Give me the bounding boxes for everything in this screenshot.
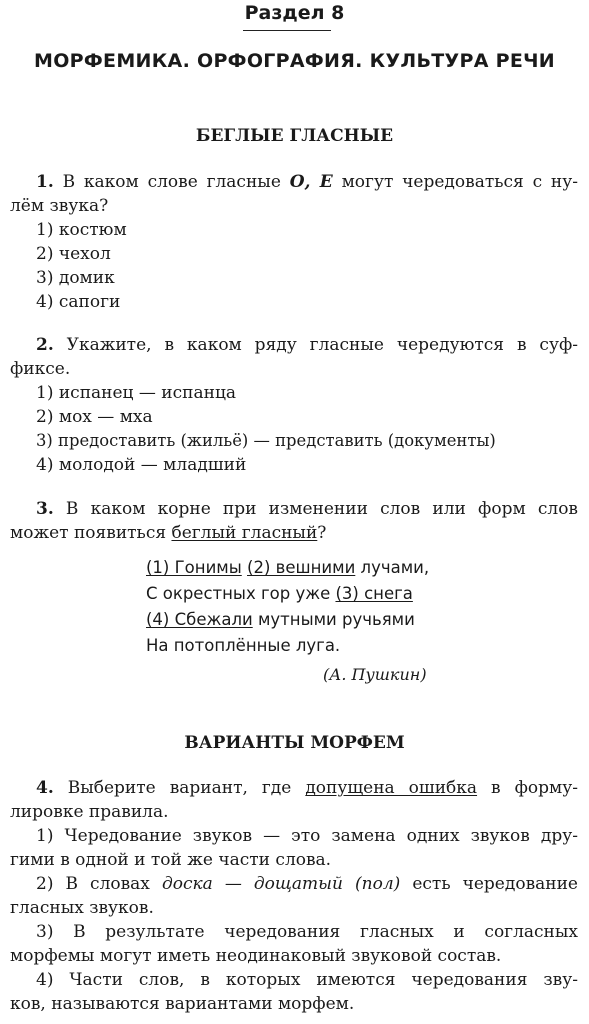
answer-option-3-cont: морфемы могут иметь неодинаковый звуковой состав. <box>10 946 502 966</box>
answer-option: 4) молодой — младший <box>36 455 247 475</box>
question-1-text-cont: лём звука? <box>10 196 109 216</box>
answer-option: 3) домик <box>36 268 115 288</box>
question-4 <box>10 776 578 1016</box>
question-2-text-cont: фиксе. <box>10 359 71 379</box>
answer-option-4: 4) Части слов, в которых имеются чередования зву- <box>36 970 578 990</box>
poem-line: На потоплённые луга. <box>146 636 341 655</box>
section-label: Раздел 8 <box>244 2 345 24</box>
chapter-title: МОРФЕМИКА. ОРФОГРАФИЯ. КУЛЬТУРА РЕЧИ <box>34 50 555 72</box>
poem-excerpt <box>146 555 466 659</box>
question-1-text: 1. В каком слове гласные О, Е могут чередоваться с ну- <box>36 172 578 192</box>
question-4-text-cont: лировке правила. <box>10 802 169 822</box>
answer-option-4-cont: ков, называются вариантами морфем. <box>10 994 355 1014</box>
poem-line: (1) Гонимы (2) вешними лучами, <box>146 558 430 577</box>
question-2 <box>10 333 578 477</box>
topic-title-varianty: ВАРИАНТЫ МОРФЕМ <box>184 733 405 753</box>
topic-title-beglye: БЕГЛЫЕ ГЛАСНЫЕ <box>195 126 394 146</box>
answer-option: 1) испанец — испанца <box>36 383 237 403</box>
answer-option-1: 1) Чередование звуков — это замена одних звуков дру- <box>36 826 578 846</box>
question-2-text: 2. Укажите, в каком ряду гласные чередуются в суф- <box>36 335 578 355</box>
question-3-text-cont: может появиться беглый гласный? <box>10 523 327 543</box>
question-1 <box>10 170 578 314</box>
section-divider <box>243 30 331 31</box>
answer-option: 1) костюм <box>36 220 127 240</box>
answer-option: 2) мох — мха <box>36 407 153 427</box>
poem-line: (4) Сбежали мутными ручьями <box>146 610 415 629</box>
question-3 <box>10 497 578 545</box>
question-3-text: 3. В каком корне при изменении слов или форм слов <box>36 499 578 519</box>
answer-option: 3) предоставить (жильё) — представить (документы) <box>36 431 496 450</box>
answer-option-2-cont: гласных звуков. <box>10 898 154 918</box>
answer-option-2: 2) В словах доска — дощатый (пол) есть чередование <box>36 874 578 894</box>
answer-option: 4) сапоги <box>36 292 121 312</box>
question-4-text: 4. Выберите вариант, где допущена ошибка в форму- <box>36 778 578 798</box>
answer-option-1-cont: гими в одной и той же части слова. <box>10 850 332 870</box>
answer-option-3: 3) В результате чередования гласных и согласных <box>36 922 578 942</box>
answer-option: 2) чехол <box>36 244 111 264</box>
poem-line: С окрестных гор уже (3) снега <box>146 584 413 603</box>
poem-author: (А. Пушкин) <box>323 665 427 684</box>
